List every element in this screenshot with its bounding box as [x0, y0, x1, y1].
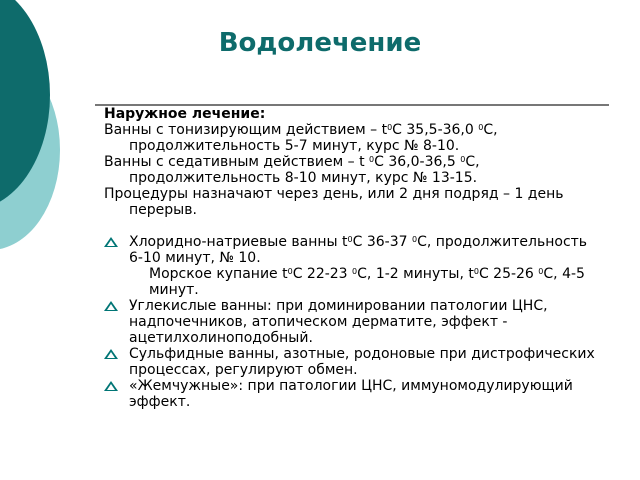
bullet-item-carbonic-baths: ■ Углекислые ванны: при доминировании патологии ЦНС, надпочечников, атопическом дерматите, эффект - ацетилхолиноподобный. [104, 298, 604, 346]
bullet-item-chloride-baths: ■ Хлоридно-натриевые ванны $t^0С$ 36-37 $^0$С, продолжительность 6-10 минут, № 10. [104, 234, 604, 266]
paragraph-tonic-baths: Ванны с тонизирующим действием – $t^0С$ 35,5-36,0 $^0$С, продолжительность 5-7 минут, курс № 8-10. [104, 122, 498, 154]
slide-title: Водолечение [218, 28, 422, 58]
paragraph-sedative-baths: Ванны с седативным действием – t $^0$С 36,0-36,5 $^0$С, продолжительность 8-10 минут, курс № 13-15. [104, 154, 480, 186]
bullet-triangle-icon [104, 301, 118, 311]
paragraph-sea-bathing: Морское купание $t^0С$ 22-23 $^0$С, 1-2 минуты, $t^0С$ 25-26 $^0$С, 4-5 минут. [149, 266, 585, 298]
bullet-triangle-icon [104, 381, 118, 391]
bullet-triangle-icon [104, 349, 118, 359]
bullet-item-pearl-baths: ■ «Жемчужные»: при патологии ЦНС, иммуномодулирующий эффект. [104, 378, 604, 410]
paragraph-schedule: Процедуры назначают через день, или 2 дня подряд – 1 день перерыв. [104, 186, 564, 218]
section-heading: Наружное лечение: [104, 106, 266, 122]
slide-body [104, 106, 604, 410]
bullet-item-sulfide-baths: ■ Сульфидные ванны, азотные, родоновые при дистрофических процессах, регулируют обмен. [104, 346, 604, 378]
bullet-triangle-icon [104, 237, 118, 247]
